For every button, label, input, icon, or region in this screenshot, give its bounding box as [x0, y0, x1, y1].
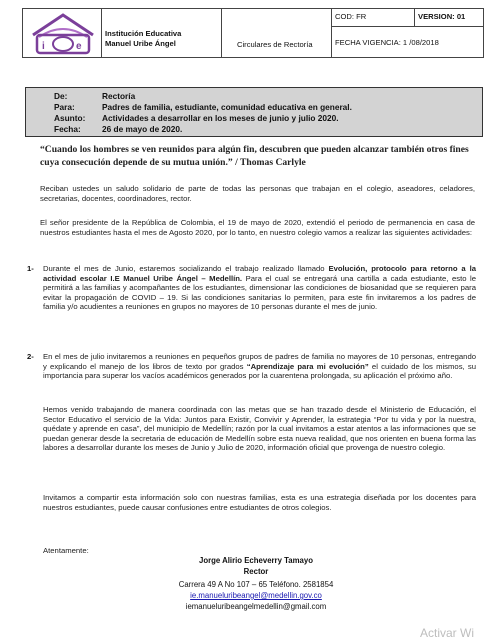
institution-name-line1: Institución Educativa [105, 29, 182, 38]
logo-cell [22, 8, 102, 58]
item-2-text-a: En el mes de julio invitaremos a reuniones en pequeños grupos de padres de familia no mayores de 10 personas, entregando y explicando el manejo de los libros de texto por grados [43, 352, 476, 371]
document-type-cell [221, 8, 332, 58]
document-version: VERSION: 01 [418, 12, 466, 21]
document-header [22, 8, 484, 58]
contact-email-gmail: iemanueluribeangelmedellin@gmail.com [185, 602, 327, 611]
paragraph-coordination: Hemos venido trabajando de manera coordinada con las metas que se han trazado desde el Ministerio de Educación, el Sector Educativo el servicio de la Vida: Juntos para Existir, Convivir y Aprender, la estrategia “Por tu vida y por la nuestra, quédate y aprende en casa”, del municipio de Medellín; razón por la cual invitamos a estar atentos a las informaciones que se puedan generar desde la secretaria de educación de Medellín sobre esta nueva realidad, que nos orienten en buena forma las labores a desarrollar durante los meses de Junio y Julio de 2020, información oficial que provenga de nuestro colegio. [43, 405, 476, 453]
memo-date-value: 26 de mayo de 2020. [102, 124, 183, 134]
item-1-text-bold: Evolución, protocolo para retorno a la actividad escolar I.E Manuel Uribe Ángel – Medellín. [43, 264, 476, 283]
svg-text:i: i [42, 41, 45, 52]
memo-from-value: Rectoría [102, 91, 136, 101]
item-2-text-b: el cuidado de los mismos, su importancia para superar los vacíos académicos generados por la cuarentena prolongada, su aplicación el próximo año. [43, 361, 477, 381]
opening-quote: “Cuando los hombres se ven reunidos para algún fin, descubren que pueden alcanzar también otros fines cuya consecución depende de su mutua unión.” / Thomas Carlyle [40, 144, 469, 168]
item-1-text-b: Para el cual se entregará una cartilla a cada estudiante, esto le permitirá a las familias y acompañantes de los estudiantes, dimensionar las condiciones de biosanidad que se requieren para evitar la propagación de COVID – 19. Si las condiciones sanitarias lo permiten, para este fin invitaremos a los padres de familia y/o acudientes a reuniones en grupos no mayores de 10 personas durante el mes de junio. [43, 273, 476, 312]
activation-watermark: Activar Wi [420, 626, 474, 640]
institution-name-line2: Manuel Uribe Ángel [105, 39, 176, 48]
contact-email-official [100, 591, 412, 600]
memo-date [54, 124, 182, 134]
paragraph-context: El señor presidente de la República de Colombia, el 19 de mayo de 2020, extendió el periodo de permanencia en casa de nuestros estudiantes hasta el mes de Agosto 2020, por lo tanto, en nuestro colegio vamos a realizar las siguientes actividades: [40, 218, 475, 237]
item-2-number: 2- [27, 352, 34, 361]
item-1-text [43, 264, 476, 312]
contact-address: Carrera 49 A No 107 – 65 Teléfono. 2581854 [178, 580, 334, 589]
memo-subject [54, 113, 339, 123]
memo-from-key: De: [54, 91, 68, 101]
paragraph-greeting: Reciban ustedes un saludo solidario de parte de todas las personas que trabajan en el colegio, aseadores, celadores, secretarias, docentes, coordinadores, rector. [40, 184, 475, 203]
memo-box [25, 87, 483, 137]
item-1-number: 1- [27, 264, 34, 273]
memo-to [54, 102, 352, 112]
signer-name: Jorge Alirio Echeverry Tamayo [199, 556, 313, 565]
document-code: COD: FR [335, 12, 367, 21]
memo-date-key: Fecha: [54, 124, 81, 134]
school-logo-icon [29, 11, 97, 57]
signer-title: Rector [243, 567, 269, 576]
memo-to-value: Padres de familia, estudiante, comunidad educativa en general. [102, 102, 352, 112]
closing-greeting: Atentamente: [43, 546, 89, 555]
email-link-official[interactable]: ie.manueluribeangel@medellin.gov.co [190, 591, 322, 600]
validity-date: FECHA VIGENCIA: 1 /08/2018 [335, 38, 439, 47]
document-type: Circulares de Rectoría [237, 40, 313, 49]
item-1-text-a: Durante el mes de Junio, estaremos socializando el trabajo realizado llamado [43, 264, 329, 273]
item-2-text [43, 352, 476, 381]
item-2-text-bold: “Aprendizaje para mi evolución” [246, 361, 369, 371]
paragraph-sharing: Invitamos a compartir esta información solo con nuestras familias, esta es una estrategia diseñada por los docentes para nuestros estudiantes, puede causar confusiones entre estudiantes de otros colegios. [43, 493, 476, 512]
memo-to-key: Para: [54, 102, 75, 112]
svg-text:e: e [76, 41, 82, 52]
memo-subject-key: Asunto: [54, 113, 86, 123]
memo-subject-value: Actividades a desarrollar en los meses de junio y julio 2020. [102, 113, 339, 123]
memo-from [54, 91, 135, 101]
